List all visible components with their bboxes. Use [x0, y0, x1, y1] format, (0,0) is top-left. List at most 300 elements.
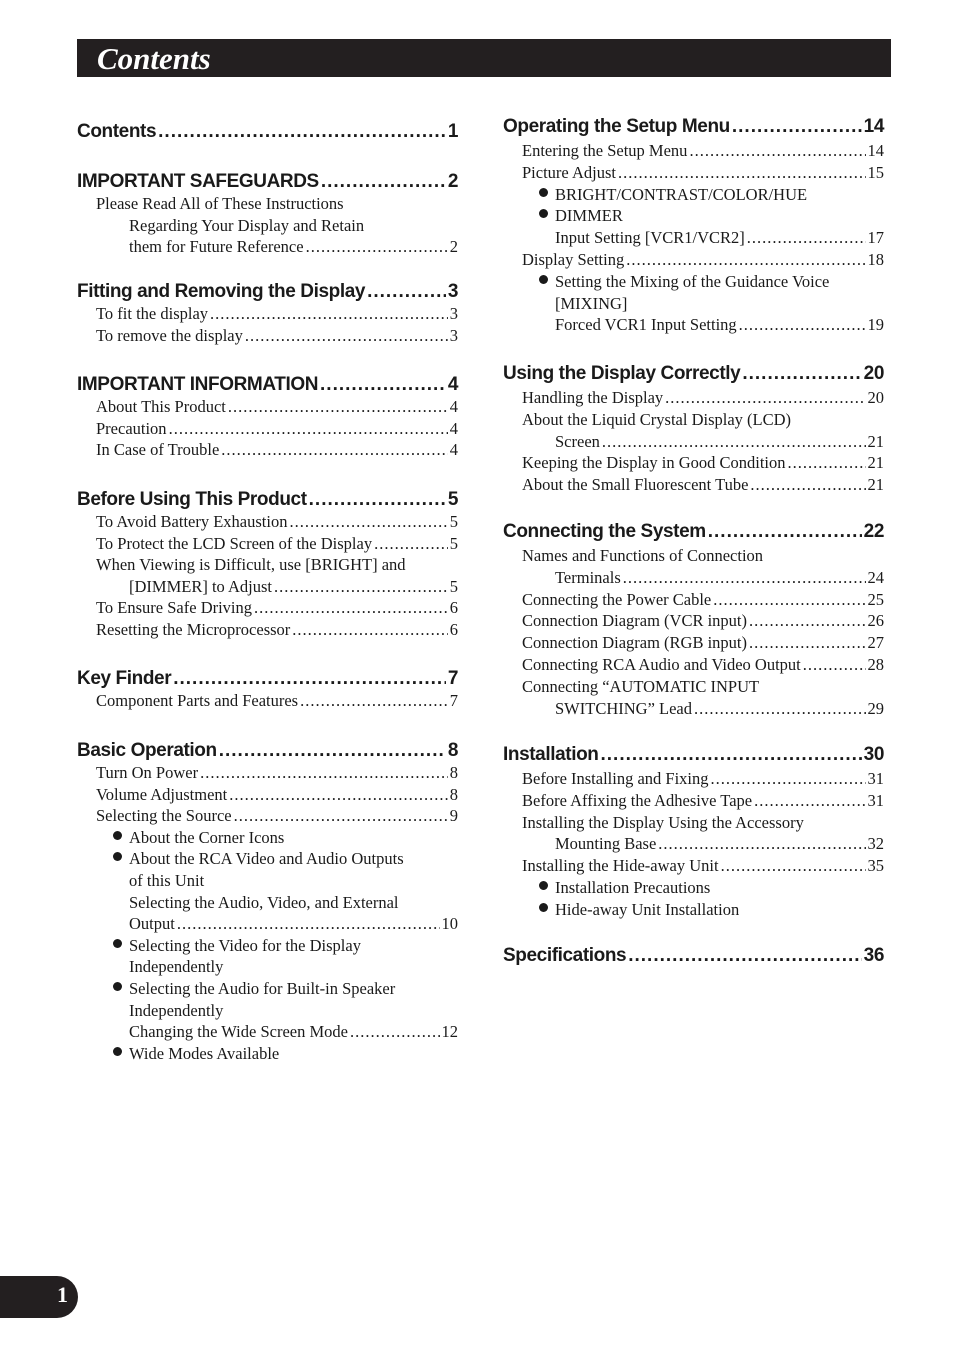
entry-label	[522, 163, 616, 183]
entry-text: To Ensure Safe Driving	[96, 598, 253, 617]
bullet-icon	[113, 1047, 122, 1056]
toc-section-heading[interactable]	[77, 167, 458, 193]
toc-bullet-entry	[539, 876, 884, 898]
toc-bullet-entry	[539, 204, 884, 226]
dot-leader	[321, 171, 446, 193]
entry-label	[522, 410, 791, 430]
dot-leader	[711, 769, 866, 789]
entry-page-number: 27	[867, 633, 884, 652]
entry-label	[129, 216, 364, 236]
entry-page-number: 24	[867, 568, 884, 587]
dot-leader	[739, 315, 866, 335]
toc-bullet-entry	[113, 1042, 458, 1064]
entry-text: Forced VCR1 Input Setting	[555, 315, 737, 334]
dot-leader	[750, 475, 865, 495]
dot-leader	[274, 577, 448, 597]
section-title: Fitting and Removing the Display	[77, 281, 366, 302]
toc-entry[interactable]	[96, 783, 458, 805]
toc-bullet-entry	[113, 977, 458, 999]
toc-entry[interactable]	[522, 588, 884, 610]
entry-label	[555, 699, 692, 719]
section-page-number: 30	[863, 744, 884, 765]
entry-text: [DIMMER] to Adjust	[129, 577, 273, 596]
toc-entry[interactable]	[522, 139, 884, 161]
toc-section-heading[interactable]	[503, 359, 884, 385]
entry-label	[555, 834, 656, 854]
dot-leader	[300, 691, 448, 711]
dot-leader	[689, 141, 865, 161]
entry-label	[522, 590, 711, 610]
toc-entry[interactable]	[555, 566, 884, 588]
entry-page-number: 20	[867, 388, 884, 407]
bullet-icon	[539, 881, 548, 890]
entry-page-number: 5	[449, 534, 458, 553]
dot-leader	[658, 834, 865, 854]
dot-leader	[713, 590, 865, 610]
section-page-number: 4	[447, 374, 458, 395]
entry-page-number: 17	[867, 228, 884, 247]
toc-entry[interactable]	[522, 609, 884, 631]
dot-leader	[665, 388, 865, 408]
entry-page-number: 28	[867, 655, 884, 674]
entry-page-number: 6	[449, 620, 458, 639]
entry-text: Installing the Display Using the Accessory	[522, 813, 804, 832]
entry-label	[522, 475, 748, 495]
entry-text: BRIGHT/CONTRAST/COLOR/HUE	[555, 185, 808, 204]
entry-text: Before Affixing the Adhesive Tape	[522, 791, 753, 810]
section-page-number: 22	[863, 521, 884, 542]
entry-label	[555, 228, 745, 248]
dot-leader	[306, 237, 448, 257]
entry-page-number: 8	[449, 785, 458, 804]
entry-text: Before Installing and Fixing	[522, 769, 709, 788]
entry-page-number: 5	[449, 512, 458, 531]
entry-page-number: 4	[449, 397, 458, 416]
toc-bullet-entry	[539, 898, 884, 920]
toc-entry[interactable]	[96, 438, 458, 460]
toc-section-heading[interactable]	[503, 517, 884, 543]
dot-leader	[374, 534, 448, 554]
entry-label	[96, 763, 198, 783]
toc-entry	[129, 214, 458, 236]
entry-text: Mounting Base	[555, 834, 657, 853]
toc-entry	[129, 999, 458, 1021]
toc-entry[interactable]	[555, 226, 884, 248]
entry-text: Connecting “AUTOMATIC INPUT	[522, 677, 760, 696]
toc-section-heading[interactable]	[503, 112, 884, 138]
section-title: Installation	[503, 744, 599, 765]
entry-text: Connecting the Power Cable	[522, 590, 712, 609]
entry-text: Hide-away Unit Installation	[555, 900, 740, 919]
entry-text: Changing the Wide Screen Mode	[129, 1022, 348, 1041]
toc-entry[interactable]	[522, 248, 884, 270]
entry-text: Installation Precautions	[555, 878, 711, 897]
entry-page-number: 3	[449, 304, 458, 323]
dot-leader	[754, 791, 865, 811]
entry-label	[96, 785, 227, 805]
entry-label	[522, 791, 752, 811]
entry-text: About This Product	[96, 397, 226, 416]
bullet-icon	[539, 275, 548, 284]
dot-leader	[747, 228, 866, 248]
dot-leader	[173, 668, 446, 690]
entry-text: them for Future Reference	[129, 237, 304, 256]
toc-entry[interactable]	[96, 804, 458, 826]
entry-text: Selecting the Audio, Video, and External	[129, 893, 399, 912]
dot-leader	[601, 744, 862, 766]
entry-text: Resetting the Microprocessor	[96, 620, 291, 639]
entry-page-number: 21	[867, 453, 884, 472]
entry-label	[96, 555, 406, 575]
bullet-icon	[113, 982, 122, 991]
entry-text: Independently	[129, 1001, 224, 1020]
entry-label	[96, 620, 290, 640]
entry-label	[96, 419, 167, 439]
entry-label	[96, 440, 219, 460]
entry-label	[113, 936, 361, 956]
section-title: IMPORTANT SAFEGUARDS	[77, 171, 319, 192]
entry-page-number: 14	[867, 141, 884, 160]
section-title: Operating the Setup Menu	[503, 116, 730, 137]
entry-label	[522, 655, 801, 675]
toc-entry[interactable]	[96, 302, 458, 324]
toc-entry[interactable]	[555, 697, 884, 719]
toc-entry[interactable]	[96, 689, 458, 711]
entry-label	[539, 900, 739, 920]
entry-label	[129, 871, 204, 891]
toc-section-heading[interactable]	[503, 740, 884, 766]
section-title: Basic Operation	[77, 740, 217, 761]
toc-entry[interactable]	[96, 618, 458, 640]
entry-label	[96, 691, 298, 711]
entry-text: Component Parts and Features	[96, 691, 299, 710]
dot-leader	[628, 945, 861, 967]
dot-leader	[618, 163, 866, 183]
dot-leader	[708, 521, 862, 543]
dot-leader	[367, 281, 446, 303]
entry-label	[522, 769, 709, 789]
entry-text: Terminals	[555, 568, 621, 587]
toc-entry[interactable]	[522, 631, 884, 653]
toc-entry[interactable]	[129, 575, 458, 597]
entry-page-number: 12	[441, 1022, 458, 1041]
dot-leader	[749, 611, 865, 631]
toc-entry	[96, 553, 458, 575]
entry-page-number: 4	[449, 440, 458, 459]
entry-label	[522, 388, 663, 408]
entry-page-number: 35	[867, 856, 884, 875]
entry-text: About the Corner Icons	[129, 828, 285, 847]
dot-leader	[200, 763, 448, 783]
dot-leader	[177, 914, 440, 934]
section-title: Contents	[77, 121, 157, 142]
dot-leader	[210, 304, 448, 324]
toc-entry[interactable]	[522, 451, 884, 473]
entry-label	[113, 828, 284, 848]
entry-text: [MIXING]	[555, 294, 628, 313]
entry-label	[539, 272, 829, 292]
entry-text: Selecting the Source	[96, 806, 232, 825]
entry-page-number: 2	[449, 237, 458, 256]
entry-page-number: 6	[449, 598, 458, 617]
entry-text: Independently	[129, 957, 224, 976]
toc-entry[interactable]	[555, 832, 884, 854]
entry-text: To Protect the LCD Screen of the Display	[96, 534, 373, 553]
entry-text: Connection Diagram (VCR input)	[522, 611, 748, 630]
entry-text: Please Read All of These Instructions	[96, 194, 344, 213]
dot-leader	[742, 363, 861, 385]
toc-section-heading[interactable]	[77, 664, 458, 690]
dot-leader	[234, 806, 448, 826]
toc-bullet-entry	[113, 847, 458, 869]
entry-label	[113, 849, 404, 869]
entry-label	[129, 957, 223, 977]
entry-label	[555, 432, 600, 452]
toc-entry	[522, 675, 884, 697]
entry-label	[129, 914, 175, 934]
toc-section-heading[interactable]	[77, 117, 458, 143]
page-number: 1	[57, 1282, 68, 1307]
toc-entry[interactable]	[522, 767, 884, 789]
entry-text: SWITCHING” Lead	[555, 699, 692, 718]
toc-entry	[129, 869, 458, 891]
section-page-number: 2	[447, 171, 458, 192]
toc-entry	[129, 891, 458, 913]
toc-entry[interactable]	[129, 912, 458, 934]
bullet-icon	[539, 209, 548, 218]
entry-text: To fit the display	[96, 304, 209, 323]
entry-text: Connection Diagram (RGB input)	[522, 633, 748, 652]
entry-page-number: 8	[449, 763, 458, 782]
entry-text: Keeping the Display in Good Condition	[522, 453, 786, 472]
entry-label	[96, 512, 287, 532]
toc-entry[interactable]	[522, 473, 884, 495]
toc-entry[interactable]	[96, 324, 458, 346]
toc-entry[interactable]	[522, 161, 884, 183]
entry-label	[539, 878, 710, 898]
entry-text: About the RCA Video and Audio Outputs	[129, 849, 404, 868]
entry-label	[129, 237, 304, 257]
toc-entry[interactable]	[129, 1020, 458, 1042]
entry-label	[96, 194, 344, 214]
entry-label	[129, 1022, 348, 1042]
entry-label	[113, 1044, 279, 1064]
entry-page-number: 19	[867, 315, 884, 334]
section-page-number: 3	[447, 281, 458, 302]
toc-entry[interactable]	[96, 596, 458, 618]
toc-entry[interactable]	[96, 510, 458, 532]
entry-label	[522, 856, 719, 876]
toc-entry[interactable]	[96, 761, 458, 783]
entry-page-number: 29	[867, 699, 884, 718]
title-bar	[77, 39, 891, 77]
entry-text: About the Liquid Crystal Display (LCD)	[522, 410, 792, 429]
page-title: Contents	[97, 41, 211, 76]
toc-entry[interactable]	[96, 417, 458, 439]
entry-label	[522, 250, 624, 270]
section-page-number: 14	[863, 116, 884, 137]
bullet-icon	[113, 852, 122, 861]
entry-text: In Case of Trouble	[96, 440, 220, 459]
entry-text: To remove the display	[96, 326, 243, 345]
entry-label	[522, 633, 747, 653]
bullet-icon	[539, 188, 548, 197]
entry-text: Wide Modes Available	[129, 1044, 280, 1063]
entry-text: Volume Adjustment	[96, 785, 228, 804]
entry-page-number: 32	[867, 834, 884, 853]
entry-label	[113, 979, 395, 999]
toc-entry[interactable]	[129, 235, 458, 257]
entry-label	[96, 534, 372, 554]
entry-label	[522, 546, 763, 566]
entry-text: Output	[129, 914, 175, 933]
toc-entry[interactable]	[522, 854, 884, 876]
entry-text: Input Setting [VCR1/VCR2]	[555, 228, 745, 247]
toc-entry	[522, 811, 884, 833]
entry-text: Screen	[555, 432, 600, 451]
dot-leader	[788, 453, 866, 473]
entry-page-number: 26	[867, 611, 884, 630]
entry-page-number: 15	[867, 163, 884, 182]
entry-page-number: 25	[867, 590, 884, 609]
entry-text: Selecting the Video for the Display	[129, 936, 361, 955]
dot-leader	[221, 440, 447, 460]
entry-label	[96, 397, 226, 417]
toc-entry[interactable]	[522, 386, 884, 408]
entry-page-number: 31	[867, 769, 884, 788]
entry-text: Setting the Mixing of the Guidance Voice	[555, 272, 830, 291]
dot-leader	[749, 633, 865, 653]
entry-label	[129, 1001, 223, 1021]
toc-entry	[522, 408, 884, 430]
entry-label	[129, 893, 399, 913]
entry-label	[555, 294, 627, 314]
bullet-icon	[539, 903, 548, 912]
dot-leader	[803, 655, 866, 675]
entry-label	[96, 598, 252, 618]
dot-leader	[219, 740, 446, 762]
entry-page-number: 5	[449, 577, 458, 596]
section-title: Before Using This Product	[77, 489, 307, 510]
entry-text: Turn On Power	[96, 763, 199, 782]
section-page-number: 36	[863, 945, 884, 966]
entry-label	[539, 185, 807, 205]
section-page-number: 5	[447, 489, 458, 510]
bullet-icon	[113, 939, 122, 948]
entry-text: Names and Functions of Connection	[522, 546, 764, 565]
entry-text: Installing the Hide-away Unit	[522, 856, 719, 875]
bullet-icon	[113, 831, 122, 840]
toc-entry	[522, 544, 884, 566]
dot-leader	[721, 856, 866, 876]
entry-text: Handling the Display	[522, 388, 664, 407]
entry-text: To Avoid Battery Exhaustion	[96, 512, 288, 531]
entry-page-number: 7	[449, 691, 458, 710]
toc-bullet-entry	[113, 826, 458, 848]
entry-label	[522, 677, 759, 697]
toc-entry[interactable]	[522, 789, 884, 811]
toc-entry[interactable]	[96, 395, 458, 417]
entry-text: Regarding Your Display and Retain	[129, 216, 365, 235]
section-page-number: 8	[447, 740, 458, 761]
toc-entry[interactable]	[522, 653, 884, 675]
section-title: Using the Display Correctly	[503, 363, 741, 384]
dot-leader	[320, 374, 446, 396]
entry-text: Selecting the Audio for Built-in Speaker	[129, 979, 396, 998]
entry-text: Precaution	[96, 419, 167, 438]
dot-leader	[228, 397, 448, 417]
entry-label	[555, 315, 737, 335]
toc-entry	[96, 192, 458, 214]
entry-label	[96, 806, 232, 826]
toc-entry[interactable]	[96, 532, 458, 554]
entry-label	[539, 206, 623, 226]
dot-leader	[245, 326, 448, 346]
entry-page-number: 10	[441, 914, 458, 933]
toc-section-heading[interactable]	[77, 277, 458, 303]
entry-text: Picture Adjust	[522, 163, 616, 182]
dot-leader	[623, 568, 866, 588]
entry-label	[522, 611, 747, 631]
section-page-number: 7	[447, 668, 458, 689]
dot-leader	[158, 121, 446, 143]
toc-bullet-entry	[539, 270, 884, 292]
entry-text: of this Unit	[129, 871, 205, 890]
entry-label	[522, 813, 804, 833]
entry-page-number: 3	[449, 326, 458, 345]
dot-leader	[350, 1022, 440, 1042]
toc-entry[interactable]	[555, 430, 884, 452]
toc-bullet-entry	[113, 934, 458, 956]
dot-leader	[694, 699, 866, 719]
entry-text: Connecting RCA Audio and Video Output	[522, 655, 801, 674]
section-title: IMPORTANT INFORMATION	[77, 374, 319, 395]
toc-section-heading[interactable]	[77, 736, 458, 762]
entry-label	[96, 326, 243, 346]
toc-section-heading[interactable]	[77, 370, 458, 396]
entry-text: Entering the Setup Menu	[522, 141, 688, 160]
entry-label	[555, 568, 621, 588]
entry-page-number: 18	[867, 250, 884, 269]
toc-bullet-entry	[539, 183, 884, 205]
entry-label	[522, 453, 786, 473]
entry-text: DIMMER	[555, 206, 623, 225]
dot-leader	[292, 620, 447, 640]
entry-label	[129, 577, 272, 597]
toc-entry	[129, 955, 458, 977]
entry-page-number: 9	[449, 806, 458, 825]
entry-page-number: 21	[867, 432, 884, 451]
entry-page-number: 31	[867, 791, 884, 810]
toc-section-heading[interactable]	[77, 485, 458, 511]
entry-text: When Viewing is Difficult, use [BRIGHT] and	[96, 555, 406, 574]
dot-leader	[169, 419, 448, 439]
page-number-tab	[0, 1276, 78, 1318]
dot-leader	[254, 598, 448, 618]
dot-leader	[732, 116, 862, 138]
toc-entry	[555, 292, 884, 314]
toc-section-heading[interactable]	[503, 941, 884, 967]
entry-page-number: 4	[449, 419, 458, 438]
dot-leader	[309, 489, 446, 511]
dot-leader	[626, 250, 865, 270]
section-title: Connecting the System	[503, 521, 706, 542]
section-title: Specifications	[503, 945, 627, 966]
section-page-number: 1	[447, 121, 458, 142]
entry-label	[96, 304, 208, 324]
toc-entry[interactable]	[555, 313, 884, 335]
entry-label	[522, 141, 687, 161]
